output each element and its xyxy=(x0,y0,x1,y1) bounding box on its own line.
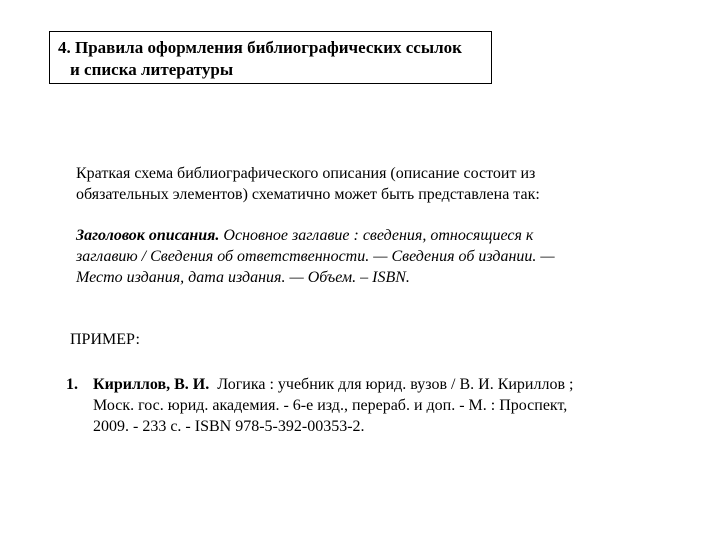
scheme-line-1-text: Основное заглавие : сведения, относящиеся к xyxy=(219,227,534,244)
reference-author: Кириллов, В. И. xyxy=(93,376,210,393)
section-title-line-1: 4. Правила оформления библиографических ссылок xyxy=(58,38,462,57)
intro-line-2: обязательных элементов) схематично может быть представлена так: xyxy=(76,186,540,203)
reference-line-1 xyxy=(93,374,673,395)
section-title-box xyxy=(49,31,492,84)
scheme-heading: Заголовок описания. xyxy=(76,227,220,244)
reference-line-3: 2009. - 233 с. - ISBN 978-5-392-00353-2. xyxy=(93,418,365,435)
reference-body xyxy=(93,374,673,437)
section-title-line-2: и списка литературы xyxy=(70,60,234,79)
reference-number: 1. xyxy=(66,376,78,393)
scheme-line-3: Место издания, дата издания. — Объем. – ISBN. xyxy=(76,269,410,286)
reference-line-2: Моск. гос. юрид. академия. - 6-е изд., перераб. и доп. - М. : Проспект, xyxy=(93,397,568,414)
scheme-line-2: заглавию / Сведения об ответственности. — Сведения об издании. — xyxy=(76,248,555,265)
scheme-line-1 xyxy=(76,225,676,246)
description-scheme xyxy=(76,225,676,288)
reference-line-1-text: Логика : учебник для юрид. вузов / В. И. Кириллов ; xyxy=(209,376,574,393)
intro-paragraph xyxy=(76,163,656,205)
intro-line-1: Краткая схема библиографического описания (описание состоит из xyxy=(76,165,536,182)
example-label: ПРИМЕР: xyxy=(70,331,140,348)
